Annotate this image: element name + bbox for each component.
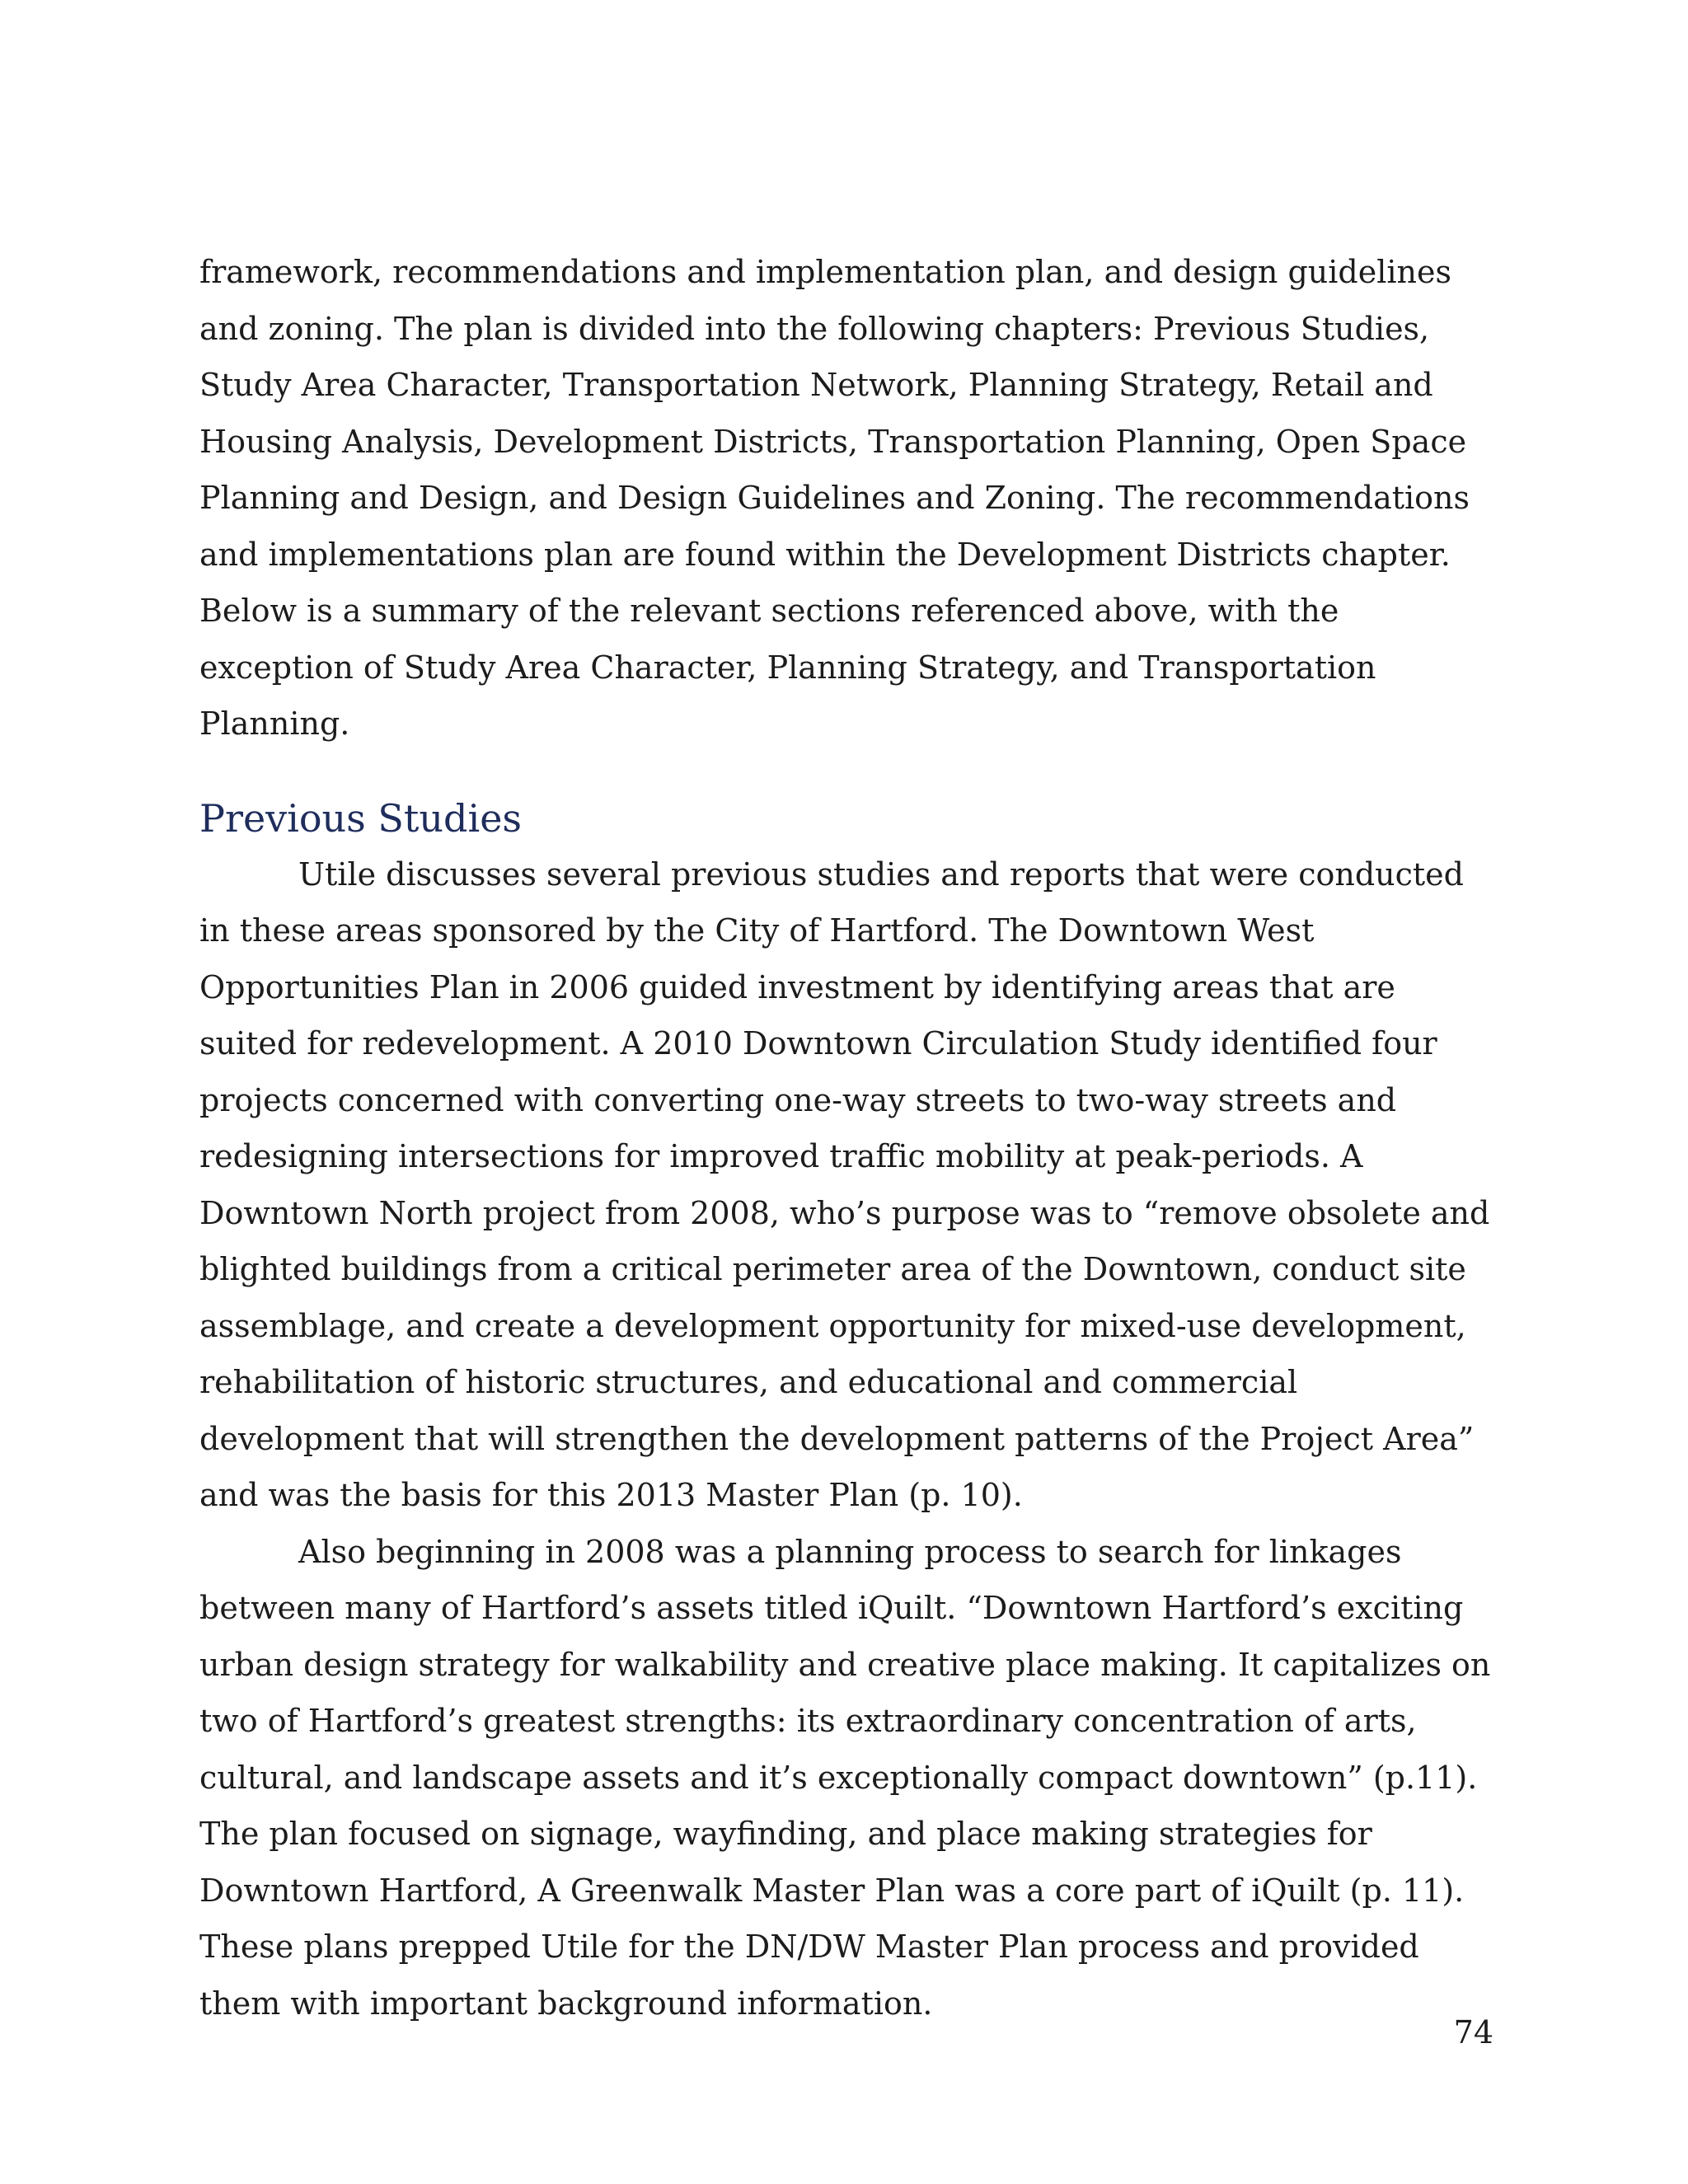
intro-paragraph: framework, recommendations and implementation plan, and design guidelines and zoning. The plan is divided into the following chapters: Previous Studies, Study Area Character, Transportation Network, Planning Strategy, Retail and Housing Analysis, Development Districts, Transportation Planning, Open Space Planning and Design, and Design Guidelines and Zoning. The recommendations and implementations plan are found within the Development Districts chapter. Below is a summary of the relevant sections referenced above, with the exception of Study Area Character, Planning Strategy, and Transportation Planning. xyxy=(199,254,1470,742)
previous-studies-paragraph-2: Also beginning in 2008 was a planning process to search for linkages between many of Hartford’s assets titled iQuilt. “Downtown Hartford’s exciting urban design strategy for walkability and creative place making. It capitalizes on two of Hartford’s greatest strengths: its extraordinary concentration of arts, cultural, and landscape assets and it’s exceptionally compact downtown” (p.11). The plan focused on signage, wayfinding, and place making strategies for Downtown Hartford, A Greenwalk Master Plan was a core part of iQuilt (p. 11). These plans prepped Utile for the DN/DW Master Plan process and provided them with important background information. xyxy=(199,1533,1491,2022)
page-number: 74 xyxy=(1453,2014,1493,2050)
page-body xyxy=(199,244,1500,2032)
previous-studies-paragraph-1: Utile discusses several previous studies and reports that were conducted in these areas sponsored by the City of Hartford. The Downtown West Opportunities Plan in 2006 guided investment by identifying areas that are suited for redevelopment. A 2010 Downtown Circulation Study identified four projects concerned with converting one-way streets to two-way streets and redesigning intersections for improved traffic mobility at peak-periods. A Downtown North project from 2008, who’s purpose was to “remove obsolete and blighted buildings from a critical perimeter area of the Downtown, conduct site assemblage, and create a development opportunity for mixed-use development, rehabilitation of historic structures, and educational and commercial development that will strengthen the development patterns of the Project Area” and was the basis for this 2013 Master Plan (p. 10). xyxy=(199,855,1490,1513)
section-heading-previous-studies: Previous Studies xyxy=(199,795,523,841)
